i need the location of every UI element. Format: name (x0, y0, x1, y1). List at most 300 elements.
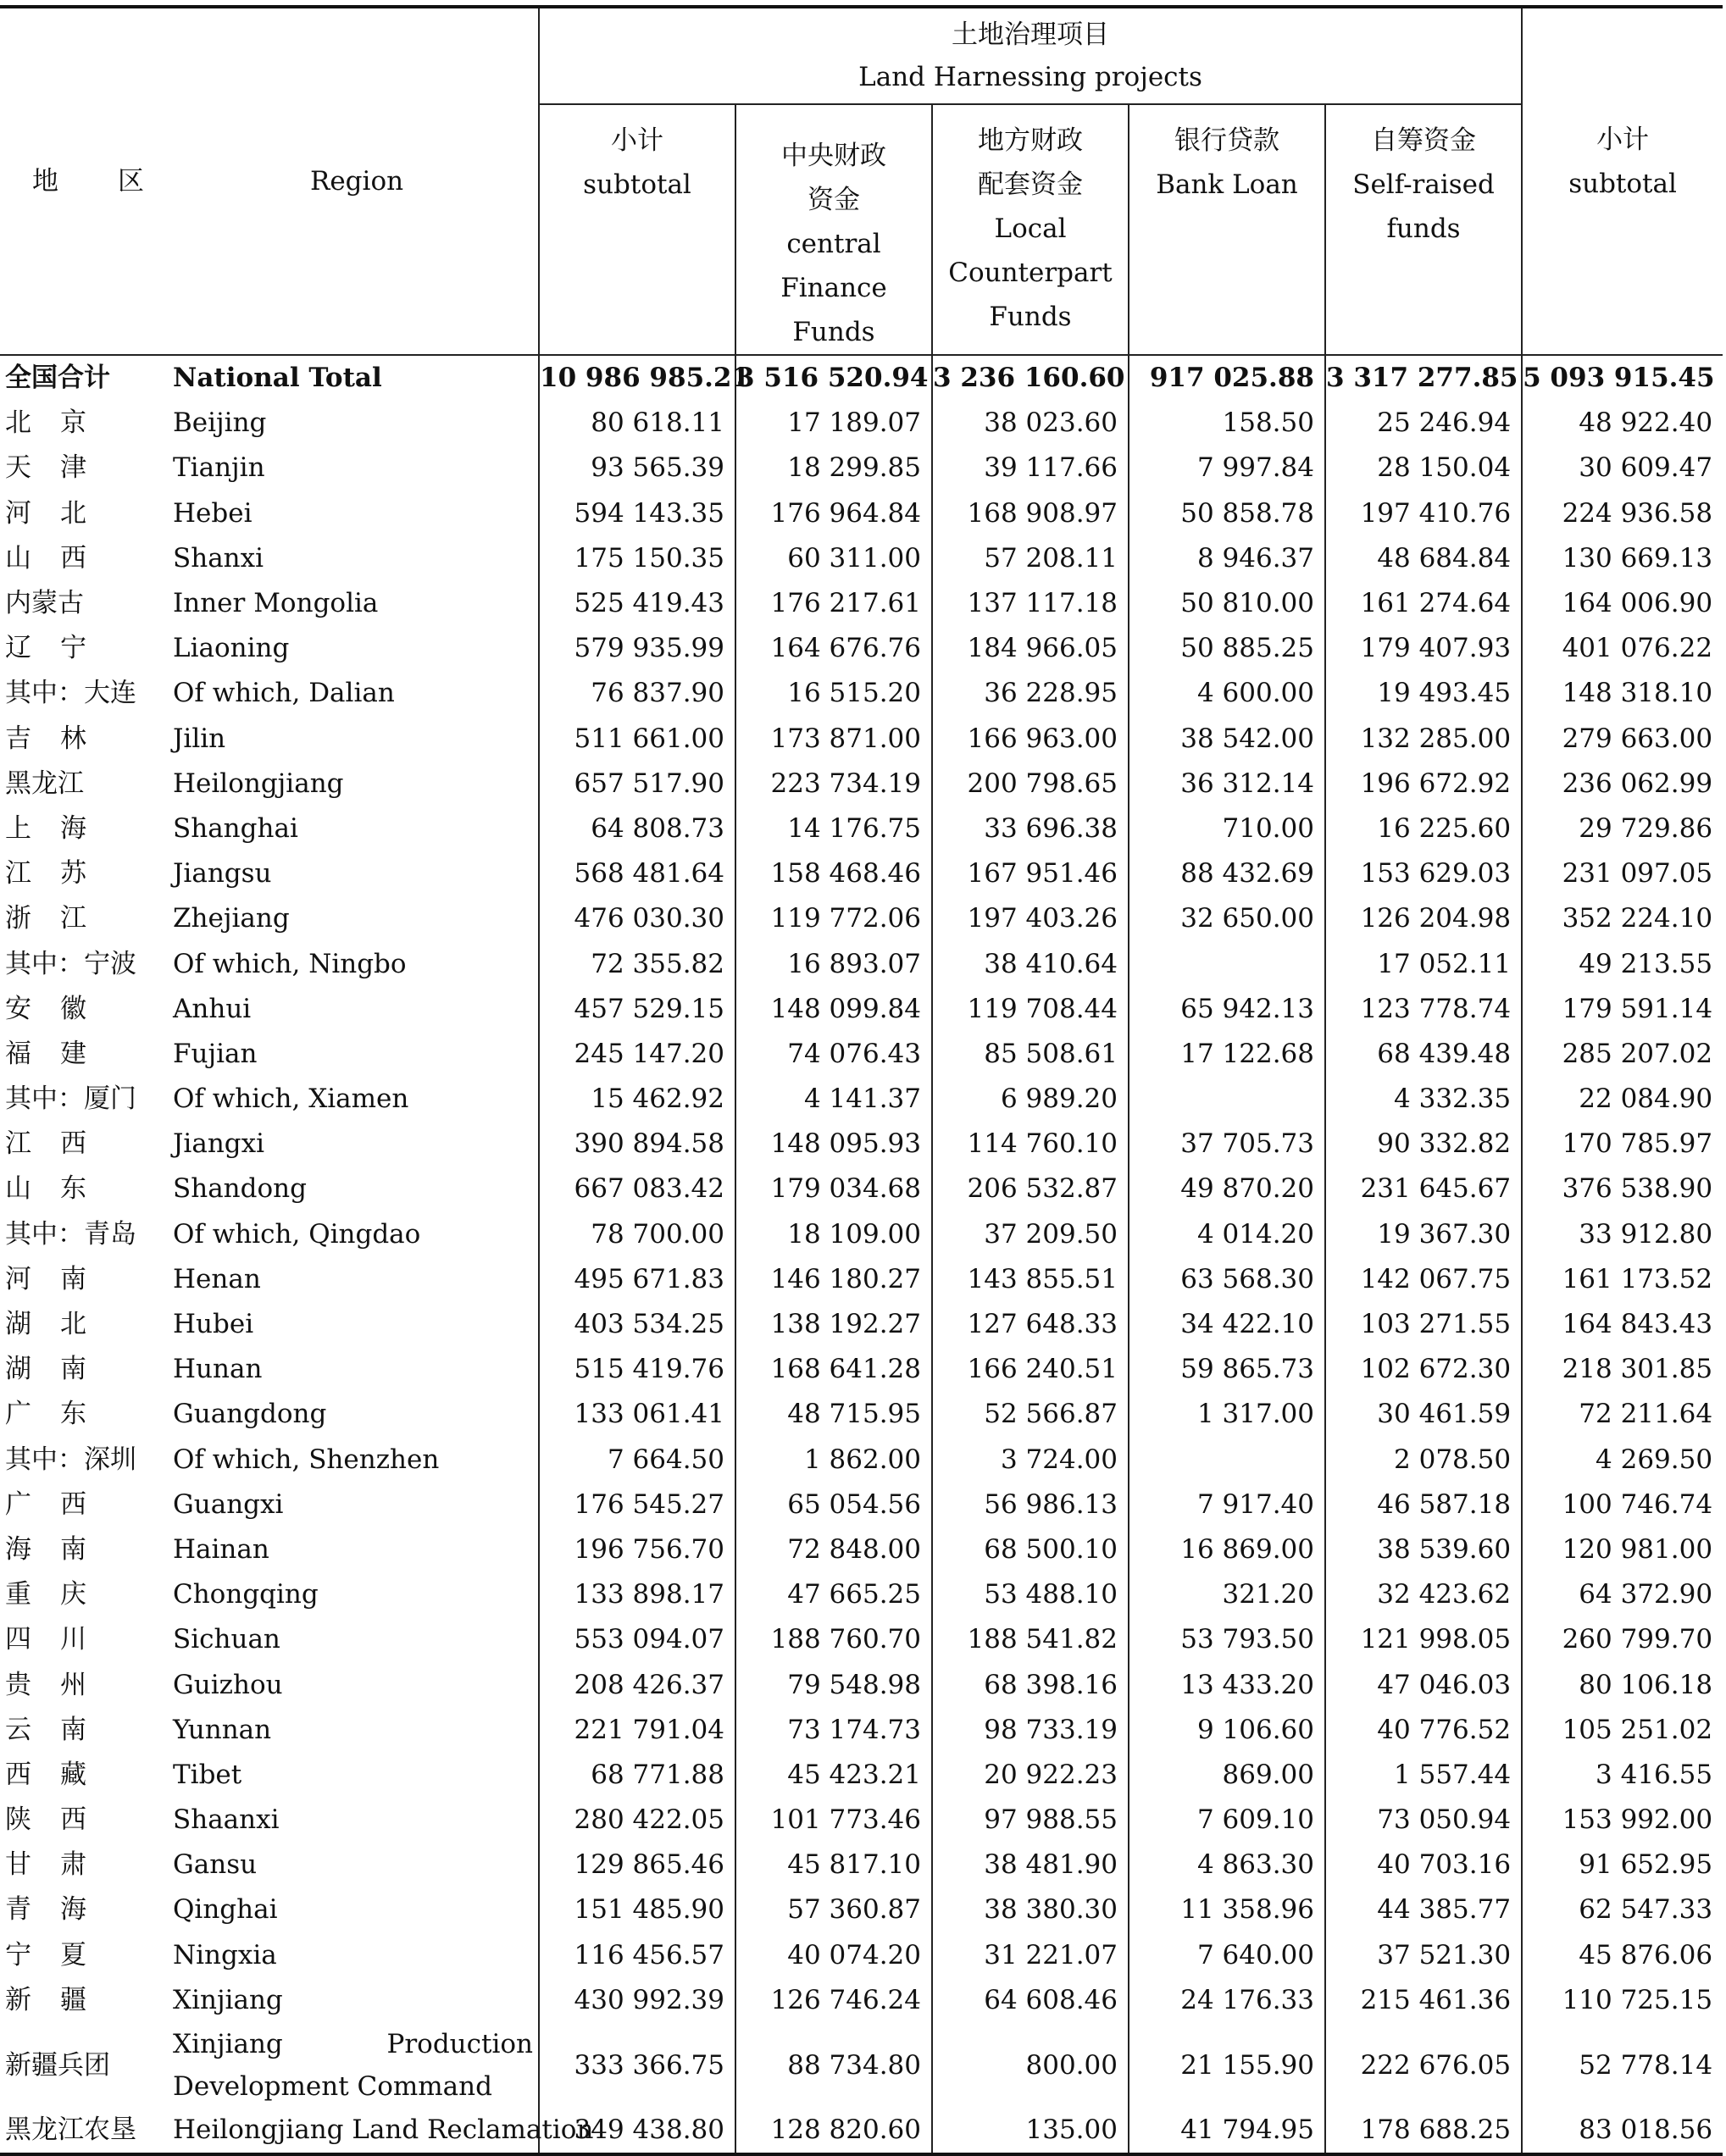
col-header-zh: 地方财政 (978, 125, 1083, 156)
value-cell: 93 565.39 (539, 446, 735, 491)
col-header-en: Local (994, 213, 1067, 244)
value-cell: 56 986.13 (932, 1483, 1129, 1527)
region-name-en: Jilin (173, 723, 226, 754)
region-name-en: Xinjiang (173, 1984, 283, 2015)
region-name-zh: 海南 (5, 1533, 115, 1565)
region-name-zh: 河南 (5, 1263, 115, 1294)
table-row (0, 1843, 1723, 1887)
value-cell: 161 274.64 (1325, 581, 1522, 626)
value-cell: 57 360.87 (735, 1887, 932, 1932)
value-cell: 38 539.60 (1325, 1527, 1522, 1572)
value-cell: 126 204.98 (1325, 896, 1522, 941)
value-cell: 710.00 (1129, 806, 1325, 851)
col-header-en: central (786, 229, 881, 259)
value-cell: 4 332.35 (1325, 1077, 1522, 1122)
value-cell: 68 771.88 (539, 1753, 735, 1798)
value-cell: 33 696.38 (932, 806, 1129, 851)
region-name-zh: 其中：深圳 (5, 1444, 136, 1475)
value-cell: 869.00 (1129, 1753, 1325, 1798)
value-cell: 68 398.16 (932, 1662, 1129, 1707)
value-cell: 121 998.05 (1325, 1617, 1522, 1662)
region-name-zh: 其中：青岛 (5, 1218, 136, 1250)
value-cell: 525 419.43 (539, 581, 735, 626)
value-cell: 222 676.05 (1325, 2023, 1522, 2108)
table-row (0, 1302, 1723, 1347)
value-cell: 129 865.46 (539, 1843, 735, 1887)
table-row (0, 1753, 1723, 1798)
value-cell: 142 067.75 (1325, 1257, 1522, 1302)
region-name-en: Heilongjiang (173, 768, 344, 799)
region-name-en: Sichuan (173, 1624, 280, 1655)
region-name-zh: 安徽 (5, 993, 115, 1024)
value-cell: 917 025.88 (1129, 355, 1325, 401)
value-cell: 60 311.00 (735, 536, 932, 581)
value-cell: 2 078.50 (1325, 1438, 1522, 1483)
value-cell: 132 285.00 (1325, 717, 1522, 762)
region-name-zh: 福建 (5, 1038, 115, 1069)
value-cell: 97 988.55 (932, 1798, 1129, 1843)
region-name-zh: 广东 (5, 1399, 115, 1430)
value-cell: 17 122.68 (1129, 1032, 1325, 1077)
value-cell: 31 221.07 (932, 1933, 1129, 1978)
value-cell: 179 034.68 (735, 1167, 932, 1211)
value-cell: 38 481.90 (932, 1843, 1129, 1887)
value-cell: 34 422.10 (1129, 1302, 1325, 1347)
value-cell: 376 538.90 (1522, 1167, 1723, 1211)
value-cell: 148 095.93 (735, 1122, 932, 1167)
col-header-zh-2: 配套资金 (978, 169, 1083, 200)
table-row (0, 1167, 1723, 1211)
value-cell: 85 508.61 (932, 1032, 1129, 1077)
region-name-zh: 宁夏 (5, 1939, 115, 1970)
table-row (0, 401, 1723, 446)
region-name-zh: 四川 (5, 1624, 115, 1655)
region-name-en: Guangxi (173, 1488, 284, 1520)
region-name-en: Of which, Xiamen (173, 1084, 409, 1115)
region-name-en: Fujian (173, 1038, 258, 1069)
value-cell: 65 054.56 (735, 1483, 932, 1527)
value-cell: 50 885.25 (1129, 626, 1325, 671)
value-cell: 79 548.98 (735, 1662, 932, 1707)
table-row (0, 1212, 1723, 1257)
region-name-en: Chongqing (173, 1579, 319, 1610)
value-cell: 158.50 (1129, 401, 1325, 446)
value-cell: 175 150.35 (539, 536, 735, 581)
value-cell: 553 094.07 (539, 1617, 735, 1662)
value-cell: 88 734.80 (735, 2023, 932, 2108)
region-name-en: Shanghai (173, 812, 298, 844)
table-row (0, 1978, 1723, 2023)
value-cell: 30 609.47 (1522, 446, 1723, 491)
value-cell: 46 587.18 (1325, 1483, 1522, 1527)
value-cell: 68 439.48 (1325, 1032, 1522, 1077)
value-cell: 37 705.73 (1129, 1122, 1325, 1167)
value-cell: 7 917.40 (1129, 1483, 1325, 1527)
col-self-raised-header (1325, 104, 1522, 355)
region-name-zh: 江西 (5, 1128, 115, 1160)
col-header-en: Self-raised (1352, 169, 1495, 200)
region-name-zh: 其中：厦门 (5, 1084, 136, 1115)
value-cell: 91 652.95 (1522, 1843, 1723, 1887)
value-cell: 135.00 (932, 2108, 1129, 2154)
value-cell: 48 715.95 (735, 1392, 932, 1437)
col-header-zh: 小计 (1596, 125, 1650, 155)
value-cell: 321.20 (1129, 1572, 1325, 1617)
value-cell (1129, 1077, 1325, 1122)
value-cell: 200 798.65 (932, 762, 1129, 806)
value-cell: 103 271.55 (1325, 1302, 1522, 1347)
value-cell: 72 355.82 (539, 941, 735, 986)
region-name-en: Zhejiang (173, 903, 290, 934)
region-name-zh: 河北 (5, 497, 115, 529)
region-name-en: Guangdong (173, 1399, 327, 1430)
region-name-zh: 全国合计 (5, 363, 110, 394)
value-cell: 47 046.03 (1325, 1662, 1522, 1707)
land-harnessing-header-en: Land Harnessing projects (858, 62, 1202, 92)
value-cell: 16 225.60 (1325, 806, 1522, 851)
value-cell: 14 176.75 (735, 806, 932, 851)
region-name-en: Beijing (173, 407, 267, 439)
table-row (0, 1798, 1723, 1843)
region-name-zh: 吉林 (5, 723, 115, 754)
value-cell: 17 052.11 (1325, 941, 1522, 986)
value-cell: 184 966.05 (932, 626, 1129, 671)
value-cell: 166 240.51 (932, 1347, 1129, 1392)
value-cell: 133 898.17 (539, 1572, 735, 1617)
value-cell: 4 269.50 (1522, 1438, 1723, 1483)
value-cell: 403 534.25 (539, 1302, 735, 1347)
region-name-zh: 天津 (5, 452, 115, 484)
col-bank-loan-header (1129, 104, 1325, 355)
value-cell: 179 407.93 (1325, 626, 1522, 671)
value-cell: 48 922.40 (1522, 401, 1723, 446)
value-cell: 218 301.85 (1522, 1347, 1723, 1392)
value-cell: 25 246.94 (1325, 401, 1522, 446)
value-cell: 1 557.44 (1325, 1753, 1522, 1798)
value-cell: 48 684.84 (1325, 536, 1522, 581)
value-cell: 50 810.00 (1129, 581, 1325, 626)
region-name-en: Ningxia (173, 1939, 277, 1970)
region-name-zh: 陕西 (5, 1804, 115, 1836)
col-header-zh-2: 资金 (808, 185, 860, 215)
region-name-en: Jiangsu (173, 858, 272, 890)
value-cell: 800.00 (932, 2023, 1129, 2108)
region-name-en: Xinjiang Production Development Command (173, 2028, 533, 2102)
value-cell: 59 865.73 (1129, 1347, 1325, 1392)
table-row (0, 1122, 1723, 1167)
value-cell: 231 645.67 (1325, 1167, 1522, 1211)
value-cell: 24 176.33 (1129, 1978, 1325, 2023)
value-cell: 63 568.30 (1129, 1257, 1325, 1302)
value-cell: 138 192.27 (735, 1302, 932, 1347)
value-cell: 280 422.05 (539, 1798, 735, 1843)
value-cell: 40 703.16 (1325, 1843, 1522, 1887)
region-name-zh: 湖南 (5, 1354, 115, 1385)
table-row (0, 1438, 1723, 1483)
value-cell: 148 318.10 (1522, 671, 1723, 716)
value-cell: 223 734.19 (735, 762, 932, 806)
value-cell: 17 189.07 (735, 401, 932, 446)
table-row (0, 1617, 1723, 1662)
value-cell: 401 076.22 (1522, 626, 1723, 671)
value-cell: 153 629.03 (1325, 851, 1522, 896)
col-header-en-2: Finance Funds (780, 273, 887, 347)
value-cell: 72 848.00 (735, 1527, 932, 1572)
table-row (0, 2023, 1723, 2108)
value-cell: 72 211.64 (1522, 1392, 1723, 1437)
value-cell: 352 224.10 (1522, 896, 1723, 941)
region-name-en: Inner Mongolia (173, 588, 379, 619)
table-row (0, 1887, 1723, 1932)
region-name-zh: 湖北 (5, 1309, 115, 1340)
region-name-en: Heilongjiang Land Reclamation (173, 2114, 594, 2146)
value-cell: 279 663.00 (1522, 717, 1723, 762)
value-cell: 53 793.50 (1129, 1617, 1325, 1662)
value-cell: 19 367.30 (1325, 1212, 1522, 1257)
value-cell (1129, 1438, 1325, 1483)
value-cell: 123 778.74 (1325, 987, 1522, 1032)
value-cell: 52 566.87 (932, 1392, 1129, 1437)
value-cell: 15 462.92 (539, 1077, 735, 1122)
table-row (0, 851, 1723, 896)
value-cell: 4 863.30 (1129, 1843, 1325, 1887)
table-body (0, 355, 1723, 2154)
value-cell: 62 547.33 (1522, 1887, 1723, 1932)
region-name-zh: 青海 (5, 1894, 115, 1926)
value-cell: 130 669.13 (1522, 536, 1723, 581)
table-row (0, 2108, 1723, 2154)
table-row (0, 941, 1723, 986)
region-name-zh: 广西 (5, 1488, 115, 1520)
value-cell: 146 180.27 (735, 1257, 932, 1302)
value-cell: 45 423.21 (735, 1753, 932, 1798)
col-subtotal-header (539, 104, 735, 355)
value-cell: 37 521.30 (1325, 1933, 1522, 1978)
value-cell: 73 050.94 (1325, 1798, 1522, 1843)
value-cell: 20 922.23 (932, 1753, 1129, 1798)
region-name-en: Qinghai (173, 1894, 278, 1926)
region-name-en: Guizhou (173, 1669, 283, 1700)
value-cell: 158 468.46 (735, 851, 932, 896)
table-row (0, 536, 1723, 581)
value-cell: 167 951.46 (932, 851, 1129, 896)
value-cell: 4 600.00 (1129, 671, 1325, 716)
region-name-en: Liaoning (173, 633, 290, 664)
value-cell: 153 992.00 (1522, 1798, 1723, 1843)
value-cell: 13 433.20 (1129, 1662, 1325, 1707)
value-cell: 45 817.10 (735, 1843, 932, 1887)
col-header-en: subtotal (583, 169, 691, 200)
value-cell: 45 876.06 (1522, 1933, 1723, 1978)
value-cell: 126 746.24 (735, 1978, 932, 2023)
table-row (0, 1708, 1723, 1753)
value-cell: 657 517.90 (539, 762, 735, 806)
value-cell: 667 083.42 (539, 1167, 735, 1211)
region-name-en: Hubei (173, 1309, 254, 1340)
region-name-zh: 其中：大连 (5, 678, 136, 709)
value-cell: 119 772.06 (735, 896, 932, 941)
region-name-zh: 重庆 (5, 1579, 115, 1610)
value-cell: 168 908.97 (932, 491, 1129, 536)
value-cell: 101 773.46 (735, 1798, 932, 1843)
value-cell: 166 963.00 (932, 717, 1129, 762)
col-header-en: subtotal (1568, 169, 1677, 199)
value-cell: 36 312.14 (1129, 762, 1325, 806)
region-name-en: Gansu (173, 1849, 258, 1881)
right-group-header (1522, 7, 1723, 104)
region-name-en: Henan (173, 1263, 261, 1294)
col-header-zh: 中央财政 (781, 141, 886, 171)
value-cell: 196 672.92 (1325, 762, 1522, 806)
value-cell: 68 500.10 (932, 1527, 1129, 1572)
value-cell: 206 532.87 (932, 1167, 1129, 1211)
region-name-en: Of which, Shenzhen (173, 1444, 440, 1475)
value-cell: 19 493.45 (1325, 671, 1522, 716)
region-name-en: Shanxi (173, 542, 264, 574)
value-cell: 114 760.10 (932, 1122, 1129, 1167)
table-row (0, 1527, 1723, 1572)
table-row (0, 1572, 1723, 1617)
table-row (0, 1933, 1723, 1978)
value-cell: 164 006.90 (1522, 581, 1723, 626)
region-name-zh: 黑龙江农垦 (5, 2114, 136, 2146)
value-cell: 127 648.33 (932, 1302, 1129, 1347)
value-cell: 28 150.04 (1325, 446, 1522, 491)
value-cell: 102 672.30 (1325, 1347, 1522, 1392)
value-cell: 3 416.55 (1522, 1753, 1723, 1798)
value-cell: 32 650.00 (1129, 896, 1325, 941)
value-cell: 83 018.56 (1522, 2108, 1723, 2154)
value-cell: 40 074.20 (735, 1933, 932, 1978)
table-row (0, 987, 1723, 1032)
value-cell: 53 488.10 (932, 1572, 1129, 1617)
value-cell: 594 143.35 (539, 491, 735, 536)
value-cell: 49 213.55 (1522, 941, 1723, 986)
region-name-en: Yunnan (173, 1714, 272, 1745)
table-row (0, 717, 1723, 762)
value-cell: 285 207.02 (1522, 1032, 1723, 1077)
col-header-en-2: funds (1386, 213, 1461, 244)
value-cell: 457 529.15 (539, 987, 735, 1032)
value-cell: 98 733.19 (932, 1708, 1129, 1753)
region-header-en: Region (166, 7, 539, 355)
value-cell: 22 084.90 (1522, 1077, 1723, 1122)
value-cell: 6 989.20 (932, 1077, 1129, 1122)
table-row (0, 1032, 1723, 1077)
region-name-zh: 甘肃 (5, 1849, 115, 1881)
value-cell: 64 608.46 (932, 1978, 1129, 2023)
value-cell: 74 076.43 (735, 1032, 932, 1077)
region-name-en: Hunan (173, 1354, 263, 1385)
value-cell: 39 117.66 (932, 446, 1129, 491)
value-cell: 176 545.27 (539, 1483, 735, 1527)
value-cell: 215 461.36 (1325, 1978, 1522, 2023)
value-cell: 8 946.37 (1129, 536, 1325, 581)
value-cell: 197 410.76 (1325, 491, 1522, 536)
region-name-en: Hebei (173, 497, 253, 529)
value-cell: 133 061.41 (539, 1392, 735, 1437)
value-cell: 173 871.00 (735, 717, 932, 762)
table-row (0, 626, 1723, 671)
table-row (0, 1662, 1723, 1707)
table-row (0, 762, 1723, 806)
region-name-zh: 贵州 (5, 1669, 115, 1700)
table-row (0, 671, 1723, 716)
value-cell: 143 855.51 (932, 1257, 1129, 1302)
table-row (0, 491, 1723, 536)
value-cell: 18 109.00 (735, 1212, 932, 1257)
col-header-zh: 自筹资金 (1371, 125, 1477, 156)
value-cell: 88 432.69 (1129, 851, 1325, 896)
value-cell: 50 858.78 (1129, 491, 1325, 536)
statistics-table (0, 5, 1723, 2156)
value-cell: 110 725.15 (1522, 1978, 1723, 2023)
region-name-zh: 山西 (5, 542, 115, 574)
value-cell: 16 893.07 (735, 941, 932, 986)
value-cell: 38 542.00 (1129, 717, 1325, 762)
value-cell: 5 093 915.45 (1522, 355, 1723, 401)
value-cell: 161 173.52 (1522, 1257, 1723, 1302)
table-row (0, 1257, 1723, 1302)
value-cell: 57 208.11 (932, 536, 1129, 581)
value-cell: 3 516 520.94 (735, 355, 932, 401)
value-cell: 100 746.74 (1522, 1483, 1723, 1527)
region-name-en: Shaanxi (173, 1804, 280, 1836)
value-cell: 579 935.99 (539, 626, 735, 671)
value-cell: 78 700.00 (539, 1212, 735, 1257)
region-name-en: National Total (173, 363, 382, 394)
value-cell: 105 251.02 (1522, 1708, 1723, 1753)
table-row (0, 806, 1723, 851)
value-cell: 179 591.14 (1522, 987, 1723, 1032)
value-cell: 7 609.10 (1129, 1798, 1325, 1843)
value-cell: 64 808.73 (539, 806, 735, 851)
value-cell: 197 403.26 (932, 896, 1129, 941)
region-name-zh: 辽宁 (5, 633, 115, 664)
col-header-zh: 小计 (611, 125, 663, 156)
value-cell: 236 062.99 (1522, 762, 1723, 806)
region-name-en: Of which, Ningbo (173, 948, 407, 979)
value-cell: 148 099.84 (735, 987, 932, 1032)
col-local-counterpart-header (932, 104, 1129, 355)
table-row (0, 896, 1723, 941)
value-cell: 164 676.76 (735, 626, 932, 671)
value-cell: 176 964.84 (735, 491, 932, 536)
value-cell: 188 541.82 (932, 1617, 1129, 1662)
value-cell: 80 618.11 (539, 401, 735, 446)
value-cell: 116 456.57 (539, 1933, 735, 1978)
value-cell (1129, 941, 1325, 986)
value-cell: 44 385.77 (1325, 1887, 1522, 1932)
value-cell: 170 785.97 (1522, 1122, 1723, 1167)
table-row (0, 446, 1723, 491)
region-name-en: Tibet (173, 1759, 242, 1790)
col-subtotal-2-header (1522, 104, 1723, 355)
value-cell: 40 776.52 (1325, 1708, 1522, 1753)
value-cell: 7 640.00 (1129, 1933, 1325, 1978)
value-cell: 38 380.30 (932, 1887, 1129, 1932)
value-cell: 1 317.00 (1129, 1392, 1325, 1437)
value-cell: 119 708.44 (932, 987, 1129, 1032)
table-row (0, 1077, 1723, 1122)
value-cell: 430 992.39 (539, 1978, 735, 2023)
value-cell: 178 688.25 (1325, 2108, 1522, 2154)
value-cell: 196 756.70 (539, 1527, 735, 1572)
value-cell: 9 106.60 (1129, 1708, 1325, 1753)
value-cell: 221 791.04 (539, 1708, 735, 1753)
value-cell: 120 981.00 (1522, 1527, 1723, 1572)
region-name-zh: 浙江 (5, 903, 115, 934)
